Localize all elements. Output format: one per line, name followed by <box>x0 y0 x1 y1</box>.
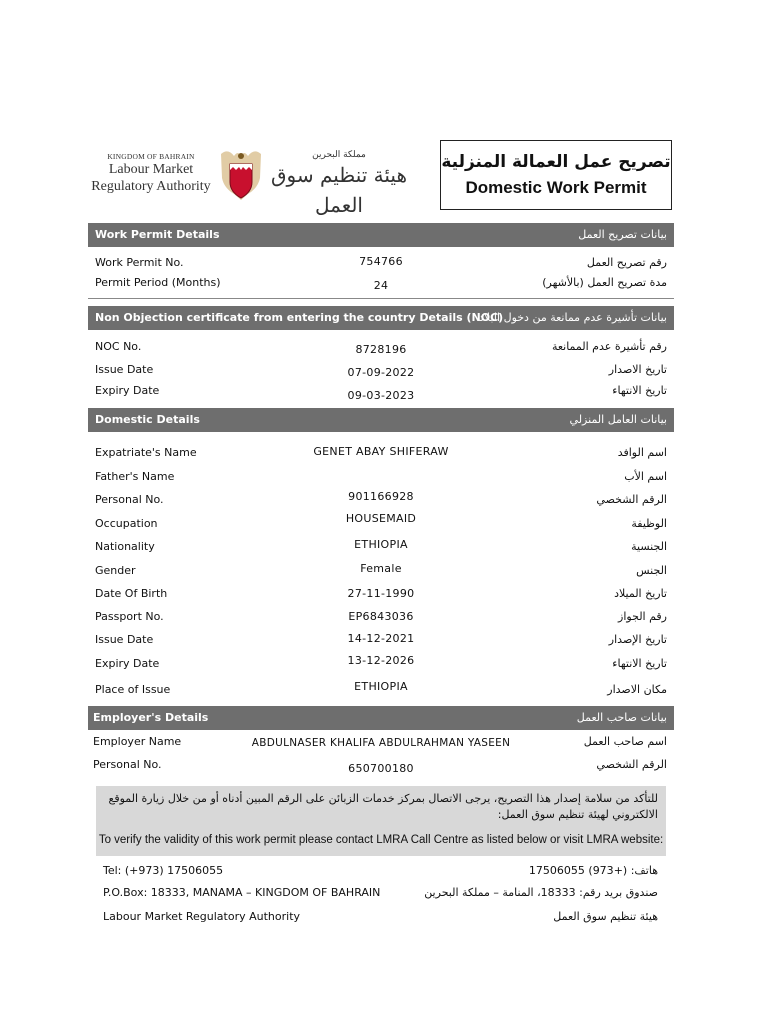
field-label: Expiry Date <box>95 657 160 670</box>
field-label: Permit Period (Months) <box>95 276 221 289</box>
field-label-ar: رقم الجواز <box>618 610 667 623</box>
footer-org-ar: هيئة تنظيم سوق العمل <box>553 910 658 923</box>
field-value: GENET ABAY SHIFERAW <box>313 445 449 458</box>
section-title-ar: بيانات العامل المنزلي <box>569 413 667 426</box>
field-value: ETHIOPIA <box>354 680 408 693</box>
field-label: Date Of Birth <box>95 587 168 600</box>
lmra-logo-arabic <box>266 150 412 220</box>
logo-line1: Labour Market <box>108 162 194 177</box>
field-label-ar: اسم الأب <box>624 470 667 483</box>
field-label: Issue Date <box>95 363 154 376</box>
title-arabic: تصريح عمل العمالة المنزلية <box>441 152 671 172</box>
field-value: 8728196 <box>355 343 407 356</box>
footer-pobox-en: P.O.Box: 18333, MANAMA – KINGDOM OF BAHRAIN <box>103 886 381 899</box>
row-date-of-birth <box>88 584 674 604</box>
row-nationality <box>88 537 674 557</box>
field-label-ar: تاريخ الانتهاء <box>612 384 667 397</box>
field-label: Issue Date <box>95 633 154 646</box>
field-label-ar: تاريخ الإصدار <box>608 633 667 646</box>
row-father-name <box>88 467 674 487</box>
field-label: Passport No. <box>95 610 164 623</box>
row-permit-period <box>88 273 674 293</box>
section-title-ar: بيانات تأشيرة عدم ممانعة من دخول البلاد <box>478 311 667 324</box>
field-label-ar: تاريخ الميلاد <box>614 587 667 600</box>
field-value: 754766 <box>359 255 403 268</box>
divider <box>88 298 674 299</box>
field-value: 14-12-2021 <box>347 632 415 645</box>
row-work-permit-no <box>88 253 674 273</box>
field-label-ar: الجنسية <box>631 540 667 553</box>
logo-kingdom-arabic: مملكة البحرين <box>312 150 366 160</box>
title-english: Domestic Work Permit <box>465 178 647 197</box>
field-value: ABDULNASER KHALIFA ABDULRAHMAN YASEEN <box>251 737 511 749</box>
section-title-en: Work Permit Details <box>95 228 220 241</box>
row-personal-no <box>88 490 674 510</box>
section-header-employer <box>88 706 674 730</box>
field-label-ar: الرقم الشخصي <box>596 758 667 771</box>
section-title-en: Employer's Details <box>93 711 209 724</box>
field-label-ar: اسم صاحب العمل <box>583 735 667 748</box>
field-value: 07-09-2022 <box>347 366 415 379</box>
field-label: Occupation <box>95 517 158 530</box>
row-employer-personal-no <box>88 755 674 775</box>
field-label: Place of Issue <box>95 683 171 696</box>
verification-text-en: To verify the validity of this work permit please contact LMRA Call Centre as listed below or visit LMRA website: <box>98 834 664 846</box>
bahrain-emblem-icon <box>218 148 264 206</box>
row-employer-name <box>88 732 674 752</box>
row-noc-expiry-date <box>88 381 674 401</box>
logo-line2: Regulatory Authority <box>91 179 211 194</box>
field-label-ar: مدة تصريح العمل (بالأشهر) <box>542 276 667 289</box>
row-passport-no <box>88 607 674 627</box>
field-value: 650700180 <box>348 762 414 775</box>
field-label-ar: رقم تأشيرة عدم الممانعة <box>551 340 667 353</box>
row-passport-expiry-date <box>88 654 674 674</box>
field-label: Nationality <box>95 540 155 553</box>
field-label-ar: تاريخ الانتهاء <box>612 657 667 670</box>
footer-tel-ar: هاتف: (+973) 17506055 <box>528 864 658 877</box>
field-label-ar: تاريخ الاصدار <box>608 363 667 376</box>
field-label-ar: اسم الوافد <box>617 446 667 459</box>
verification-text-ar: للتأكد من سلامة إصدار هذا التصريح، يرجى الاتصال بمركز خدمات الزبائن على الرقم المبين أدناه أو من خلال زيارة الموقع الالكتروني لهيئة تنظيم سوق العمل: <box>108 792 658 821</box>
section-header-noc <box>88 306 674 330</box>
field-label: Gender <box>95 564 136 577</box>
field-value: EP6843036 <box>348 610 414 623</box>
footer-pobox-ar: صندوق بريد رقم: 18333، المنامة – مملكة البحرين <box>424 886 658 899</box>
field-value: 13-12-2026 <box>347 654 415 667</box>
field-label-ar: الجنس <box>636 564 667 577</box>
field-value: Female <box>360 562 402 575</box>
logo-kingdom-text: KINGDOM OF BAHRAIN <box>107 152 195 161</box>
field-label: Personal No. <box>93 758 162 771</box>
row-passport-issue-date <box>88 630 674 650</box>
section-title-ar: بيانات تصريح العمل <box>578 228 667 241</box>
row-place-of-issue <box>88 680 674 700</box>
field-label: Expiry Date <box>95 384 160 397</box>
row-gender <box>88 561 674 581</box>
field-value: 901166928 <box>348 490 414 503</box>
logo-name-arabic: هيئة تنظيم سوق العمل <box>270 163 407 217</box>
row-expatriate-name <box>88 443 674 463</box>
lmra-logo-english <box>88 152 214 195</box>
document-title-box <box>440 140 672 210</box>
row-occupation <box>88 514 674 534</box>
field-label: NOC No. <box>95 340 142 353</box>
section-title-ar: بيانات صاحب العمل <box>576 711 667 724</box>
section-header-domestic <box>88 408 674 432</box>
footer-org-en: Labour Market Regulatory Authority <box>103 910 301 923</box>
field-value: 24 <box>373 279 389 292</box>
section-header-work-permit <box>88 223 674 247</box>
field-label: Work Permit No. <box>95 256 184 269</box>
section-title-en: Domestic Details <box>95 413 200 426</box>
field-label: Personal No. <box>95 493 164 506</box>
row-noc-issue-date <box>88 360 674 380</box>
verification-notice <box>96 786 666 856</box>
footer-tel-en: Tel: (+973) 17506055 <box>103 864 224 877</box>
field-label-ar: رقم تصريح العمل <box>586 256 667 269</box>
field-label: Father's Name <box>95 470 175 483</box>
field-value: 27-11-1990 <box>347 587 415 600</box>
field-label-ar: الرقم الشخصي <box>596 493 667 506</box>
field-label: Employer Name <box>93 735 182 748</box>
section-title-en: Non Objection certificate from entering the country Details (NOC) <box>95 311 504 324</box>
field-value: HOUSEMAID <box>345 512 417 525</box>
field-label-ar: الوظيفة <box>631 517 667 530</box>
row-noc-no <box>88 337 674 357</box>
field-label: Expatriate's Name <box>95 446 197 459</box>
field-value: 09-03-2023 <box>347 389 415 402</box>
field-value: ETHIOPIA <box>354 538 408 551</box>
field-label-ar: مكان الاصدار <box>607 683 667 696</box>
